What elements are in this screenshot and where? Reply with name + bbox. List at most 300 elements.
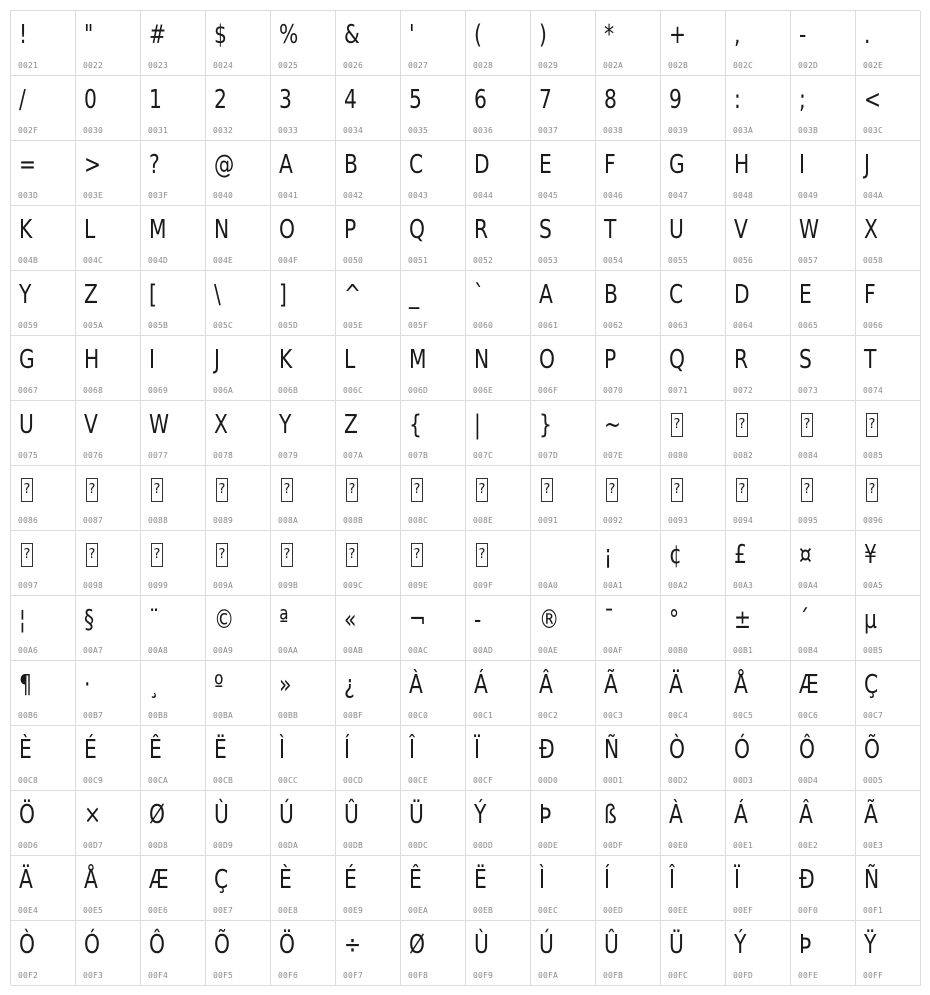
glyph-cell <box>336 206 401 271</box>
glyph-cell <box>11 596 76 661</box>
glyph-cell <box>466 531 531 596</box>
glyph-char: Ë <box>214 735 227 765</box>
glyph-char: Ü <box>669 930 684 960</box>
missing-glyph-box: ? <box>606 478 618 502</box>
glyph-cell <box>466 791 531 856</box>
glyph-cell <box>141 791 206 856</box>
glyph-codepoint: 007E <box>603 451 624 460</box>
missing-glyph-box: ? <box>671 478 683 502</box>
glyph-cell <box>206 11 271 76</box>
glyph-codepoint: 00F7 <box>343 971 364 980</box>
glyph-cell <box>401 76 466 141</box>
glyph-char: Õ <box>214 930 230 960</box>
glyph-char: £ <box>734 540 747 570</box>
glyph-cell <box>596 856 661 921</box>
glyph-cell <box>336 726 401 791</box>
glyph-cell <box>596 921 661 986</box>
missing-glyph-box: ? <box>736 413 748 437</box>
glyph-cell <box>466 921 531 986</box>
glyph-codepoint: 00E5 <box>83 906 104 915</box>
glyph-codepoint: 00A9 <box>213 646 234 655</box>
glyph-cell <box>271 76 336 141</box>
glyph-char: O <box>539 345 555 375</box>
glyph-char: È <box>19 735 32 765</box>
glyph-codepoint: 0087 <box>83 516 104 525</box>
glyph-char: Ç <box>214 865 229 895</box>
glyph-cell <box>271 726 336 791</box>
glyph-char: Đ <box>539 735 555 765</box>
glyph-char: X <box>214 410 228 440</box>
glyph-codepoint: 0073 <box>798 386 819 395</box>
glyph-codepoint: 0048 <box>733 191 754 200</box>
glyph-char: Î <box>409 735 415 765</box>
glyph-cell <box>856 271 921 336</box>
glyph-cell <box>271 11 336 76</box>
glyph-char: , <box>734 20 741 50</box>
glyph-codepoint: 00B5 <box>863 646 884 655</box>
glyph-char: Ë <box>474 865 487 895</box>
missing-glyph-box: ? <box>346 478 358 502</box>
glyph-codepoint: 0092 <box>603 516 624 525</box>
glyph-codepoint: 00CC <box>278 776 299 785</box>
glyph-char: E <box>539 150 552 180</box>
glyph-cell <box>271 271 336 336</box>
glyph-codepoint: 002D <box>798 61 819 70</box>
glyph-codepoint: 00D6 <box>18 841 39 850</box>
glyph-codepoint: 0024 <box>213 61 234 70</box>
glyph-codepoint: 007D <box>538 451 559 460</box>
glyph-char: ¨ <box>149 605 160 635</box>
glyph-char: A <box>539 280 553 310</box>
glyph-cell <box>76 596 141 661</box>
glyph-cell <box>531 661 596 726</box>
glyph-char: \ <box>214 280 221 310</box>
glyph-cell <box>11 921 76 986</box>
glyph-cell <box>401 531 466 596</box>
glyph-char: Z <box>84 280 98 310</box>
glyph-char: ` <box>474 280 485 310</box>
glyph-char: Ù <box>474 930 489 960</box>
missing-glyph-box: ? <box>346 543 358 567</box>
glyph-char: B <box>604 280 618 310</box>
glyph-char: G <box>19 345 35 375</box>
glyph-cell <box>141 206 206 271</box>
glyph-char: K <box>19 215 33 245</box>
glyph-codepoint: 009C <box>343 581 364 590</box>
glyph-cell <box>141 76 206 141</box>
glyph-char: R <box>474 215 489 245</box>
glyph-codepoint: 00BB <box>278 711 299 720</box>
glyph-codepoint: 0080 <box>668 451 689 460</box>
glyph-codepoint: 009E <box>408 581 429 590</box>
glyph-char: Ñ <box>604 735 620 765</box>
glyph-codepoint: 0034 <box>343 126 364 135</box>
glyph-cell <box>531 466 596 531</box>
glyph-codepoint: 0027 <box>408 61 429 70</box>
glyph-char: Â <box>799 800 813 830</box>
glyph-codepoint: 0069 <box>148 386 169 395</box>
glyph-codepoint: 00A8 <box>148 646 169 655</box>
glyph-cell <box>141 141 206 206</box>
glyph-char: H <box>734 150 750 180</box>
missing-glyph-box: ? <box>411 543 423 567</box>
glyph-char: ] <box>279 280 287 310</box>
glyph-codepoint: 00ED <box>603 906 624 915</box>
glyph-codepoint: 00DC <box>408 841 429 850</box>
glyph-codepoint: 003E <box>83 191 104 200</box>
glyph-cell <box>531 271 596 336</box>
glyph-codepoint: 0062 <box>603 321 624 330</box>
glyph-char: / <box>19 85 26 115</box>
glyph-char: X <box>864 215 878 245</box>
glyph-cell <box>596 76 661 141</box>
glyph-cell <box>76 661 141 726</box>
glyph-codepoint: 002F <box>18 126 39 135</box>
glyph-cell <box>336 336 401 401</box>
glyph-cell <box>11 206 76 271</box>
glyph-char: ! <box>19 20 28 50</box>
missing-glyph-box: ? <box>866 478 878 502</box>
glyph-cell <box>401 726 466 791</box>
glyph-char: " <box>84 20 94 50</box>
glyph-codepoint: 0028 <box>473 61 494 70</box>
glyph-cell <box>531 11 596 76</box>
glyph-cell <box>596 401 661 466</box>
glyph-cell <box>466 856 531 921</box>
glyph-cell <box>401 856 466 921</box>
missing-glyph-box: ? <box>476 543 488 567</box>
glyph-cell <box>661 661 726 726</box>
glyph-codepoint: 0079 <box>278 451 299 460</box>
glyph-char: Î <box>669 865 675 895</box>
glyph-cell <box>336 11 401 76</box>
glyph-cell <box>401 141 466 206</box>
glyph-char: I <box>799 150 805 180</box>
glyph-char: Ã <box>604 670 618 700</box>
glyph-codepoint: 007B <box>408 451 429 460</box>
glyph-cell <box>76 531 141 596</box>
glyph-cell <box>466 466 531 531</box>
glyph-char: ª <box>279 605 289 635</box>
glyph-cell <box>856 206 921 271</box>
glyph-char: Z <box>344 410 358 440</box>
glyph-cell <box>336 531 401 596</box>
glyph-char: U <box>669 215 684 245</box>
glyph-codepoint: 006B <box>278 386 299 395</box>
glyph-cell <box>596 206 661 271</box>
glyph-cell <box>11 791 76 856</box>
glyph-codepoint: 0021 <box>18 61 39 70</box>
glyph-codepoint: 00C6 <box>798 711 819 720</box>
glyph-cell <box>11 856 76 921</box>
glyph-char: Ô <box>149 930 165 960</box>
glyph-cell <box>466 206 531 271</box>
glyph-cell <box>531 921 596 986</box>
glyph-cell <box>206 791 271 856</box>
glyph-cell <box>401 11 466 76</box>
glyph-char: L <box>344 345 356 375</box>
glyph-codepoint: 0068 <box>83 386 104 395</box>
glyph-cell <box>531 596 596 661</box>
glyph-cell <box>76 336 141 401</box>
glyph-char: . <box>864 20 871 50</box>
glyph-char: - <box>474 605 482 635</box>
glyph-cell <box>856 466 921 531</box>
glyph-cell <box>596 271 661 336</box>
glyph-codepoint: 0047 <box>668 191 689 200</box>
glyph-char: ¡ <box>604 540 613 570</box>
glyph-cell <box>141 921 206 986</box>
glyph-cell <box>11 726 76 791</box>
glyph-cell <box>596 726 661 791</box>
glyph-char: K <box>279 345 293 375</box>
glyph-codepoint: 00DB <box>343 841 364 850</box>
glyph-cell <box>11 11 76 76</box>
glyph-cell <box>76 726 141 791</box>
glyph-codepoint: 0051 <box>408 256 429 265</box>
glyph-codepoint: 00D9 <box>213 841 234 850</box>
glyph-char: V <box>84 410 98 440</box>
glyph-char: G <box>669 150 685 180</box>
glyph-char: À <box>409 670 423 700</box>
glyph-char: { <box>409 410 422 440</box>
glyph-cell <box>141 401 206 466</box>
glyph-codepoint: 009F <box>473 581 494 590</box>
glyph-char: > <box>84 150 102 180</box>
glyph-cell <box>661 596 726 661</box>
glyph-codepoint: 00E0 <box>668 841 689 850</box>
missing-glyph-box: ? <box>86 543 98 567</box>
glyph-codepoint: 0099 <box>148 581 169 590</box>
glyph-codepoint: 00EA <box>408 906 429 915</box>
glyph-codepoint: 004E <box>213 256 234 265</box>
glyph-codepoint: 0093 <box>668 516 689 525</box>
glyph-cell <box>141 596 206 661</box>
glyph-cell <box>596 466 661 531</box>
glyph-cell <box>11 271 76 336</box>
glyph-char: $ <box>214 20 227 50</box>
glyph-char: C <box>409 150 424 180</box>
glyph-cell <box>856 141 921 206</box>
glyph-cell <box>401 206 466 271</box>
missing-glyph-box: ? <box>281 543 293 567</box>
missing-glyph-box: ? <box>671 413 683 437</box>
glyph-char: Å <box>84 865 98 895</box>
glyph-char: Ò <box>19 930 35 960</box>
glyph-codepoint: 005F <box>408 321 429 330</box>
glyph-char: Õ <box>864 735 880 765</box>
glyph-codepoint: 00AD <box>473 646 494 655</box>
glyph-char: ¦ <box>19 605 26 635</box>
glyph-char: 8 <box>604 85 617 115</box>
glyph-cell <box>791 76 856 141</box>
glyph-codepoint: 0082 <box>733 451 754 460</box>
glyph-cell <box>661 401 726 466</box>
glyph-codepoint: 00D2 <box>668 776 689 785</box>
glyph-char: © <box>214 605 235 635</box>
glyph-cell <box>76 401 141 466</box>
glyph-codepoint: 00A2 <box>668 581 689 590</box>
glyph-char: S <box>799 345 812 375</box>
glyph-cell <box>76 11 141 76</box>
glyph-char: % <box>279 20 299 50</box>
glyph-char: F <box>864 280 876 310</box>
glyph-codepoint: 0043 <box>408 191 429 200</box>
missing-glyph-box: ? <box>541 478 553 502</box>
glyph-char: R <box>734 345 749 375</box>
glyph-cell <box>661 76 726 141</box>
glyph-codepoint: 00B0 <box>668 646 689 655</box>
glyph-codepoint: 0052 <box>473 256 494 265</box>
glyph-codepoint: 005A <box>83 321 104 330</box>
glyph-char: Ä <box>19 865 33 895</box>
glyph-codepoint: 00CE <box>408 776 429 785</box>
glyph-codepoint: 00DF <box>603 841 624 850</box>
glyph-codepoint: 0025 <box>278 61 299 70</box>
glyph-cell <box>531 206 596 271</box>
glyph-codepoint: 008E <box>473 516 494 525</box>
glyph-cell <box>336 141 401 206</box>
glyph-codepoint: 00B8 <box>148 711 169 720</box>
glyph-codepoint: 0038 <box>603 126 624 135</box>
glyph-char: Ç <box>864 670 879 700</box>
glyph-cell <box>141 856 206 921</box>
glyph-cell <box>11 661 76 726</box>
missing-glyph-box: ? <box>151 543 163 567</box>
glyph-char: × <box>84 800 102 830</box>
glyph-cell <box>206 661 271 726</box>
glyph-cell <box>531 791 596 856</box>
glyph-codepoint: 00FC <box>668 971 689 980</box>
glyph-codepoint: 00E1 <box>733 841 754 850</box>
glyph-char: ´ <box>799 605 810 635</box>
glyph-char: ¿ <box>344 670 355 700</box>
glyph-codepoint: 00D7 <box>83 841 104 850</box>
glyph-char: E <box>799 280 812 310</box>
glyph-char: - <box>799 20 807 50</box>
glyph-codepoint: 0039 <box>668 126 689 135</box>
glyph-char: } <box>539 410 552 440</box>
glyph-codepoint: 006C <box>343 386 364 395</box>
glyph-codepoint: 003C <box>863 126 884 135</box>
missing-glyph-box: ? <box>86 478 98 502</box>
glyph-char: M <box>149 215 167 245</box>
glyph-char: T <box>604 215 617 245</box>
glyph-char: Đ <box>799 865 815 895</box>
glyph-codepoint: 0046 <box>603 191 624 200</box>
glyph-cell <box>76 791 141 856</box>
glyph-codepoint: 00C7 <box>863 711 884 720</box>
glyph-cell <box>76 206 141 271</box>
glyph-char: Æ <box>149 865 169 895</box>
glyph-codepoint: 004D <box>148 256 169 265</box>
glyph-cell <box>661 141 726 206</box>
glyph-codepoint: 006F <box>538 386 559 395</box>
glyph-char: 5 <box>409 85 422 115</box>
glyph-cell <box>401 661 466 726</box>
glyph-char: Ý <box>734 930 747 960</box>
glyph-cell <box>11 401 76 466</box>
glyph-codepoint: 0053 <box>538 256 559 265</box>
glyph-cell <box>141 466 206 531</box>
glyph-cell <box>271 661 336 726</box>
glyph-char: Ê <box>149 735 162 765</box>
glyph-cell <box>11 76 76 141</box>
glyph-char: | <box>474 410 481 440</box>
glyph-char: Ä <box>669 670 683 700</box>
glyph-cell <box>856 596 921 661</box>
glyph-char: H <box>84 345 100 375</box>
glyph-codepoint: 008B <box>343 516 364 525</box>
glyph-codepoint: 003B <box>798 126 819 135</box>
glyph-codepoint: 00A7 <box>83 646 104 655</box>
glyph-cell <box>466 141 531 206</box>
glyph-codepoint: 00D3 <box>733 776 754 785</box>
missing-glyph-box: ? <box>216 478 228 502</box>
glyph-char: « <box>344 605 357 635</box>
glyph-cell <box>661 856 726 921</box>
glyph-codepoint: 00A6 <box>18 646 39 655</box>
glyph-char: Ö <box>279 930 295 960</box>
glyph-codepoint: 0095 <box>798 516 819 525</box>
glyph-char: 7 <box>539 85 552 115</box>
glyph-cell <box>206 141 271 206</box>
glyph-codepoint: 0078 <box>213 451 234 460</box>
glyph-cell <box>661 11 726 76</box>
glyph-codepoint: 00F5 <box>213 971 234 980</box>
glyph-cell <box>726 596 791 661</box>
glyph-cell <box>336 271 401 336</box>
missing-glyph-box: ? <box>151 478 163 502</box>
glyph-char: Â <box>539 670 553 700</box>
glyph-codepoint: 009B <box>278 581 299 590</box>
glyph-char: Å <box>734 670 748 700</box>
glyph-cell <box>856 791 921 856</box>
glyph-char: Þ <box>799 930 812 960</box>
glyph-char: ; <box>799 85 806 115</box>
glyph-cell <box>206 726 271 791</box>
glyph-cell <box>791 921 856 986</box>
glyph-char: Y <box>19 280 32 310</box>
glyph-cell <box>141 726 206 791</box>
glyph-codepoint: 0054 <box>603 256 624 265</box>
glyph-cell <box>596 336 661 401</box>
missing-glyph-box: ? <box>21 543 33 567</box>
glyph-char: Ø <box>149 800 165 830</box>
glyph-char: D <box>734 280 750 310</box>
glyph-char: W <box>799 215 820 245</box>
glyph-char: J <box>864 150 870 180</box>
glyph-codepoint: 0067 <box>18 386 39 395</box>
glyph-cell <box>206 596 271 661</box>
glyph-cell <box>856 401 921 466</box>
glyph-cell <box>336 856 401 921</box>
glyph-char: Ì <box>279 735 285 765</box>
glyph-char: Y <box>279 410 292 440</box>
missing-glyph-box: ? <box>281 478 293 502</box>
glyph-codepoint: 0055 <box>668 256 689 265</box>
glyph-codepoint: 0076 <box>83 451 104 460</box>
glyph-cell <box>726 76 791 141</box>
glyph-char: Ú <box>539 930 554 960</box>
glyph-cell <box>206 76 271 141</box>
glyph-cell <box>76 271 141 336</box>
glyph-char: O <box>279 215 295 245</box>
glyph-char: D <box>474 150 490 180</box>
glyph-char: ¯ <box>604 605 615 635</box>
glyph-cell <box>531 76 596 141</box>
glyph-codepoint: 00D5 <box>863 776 884 785</box>
